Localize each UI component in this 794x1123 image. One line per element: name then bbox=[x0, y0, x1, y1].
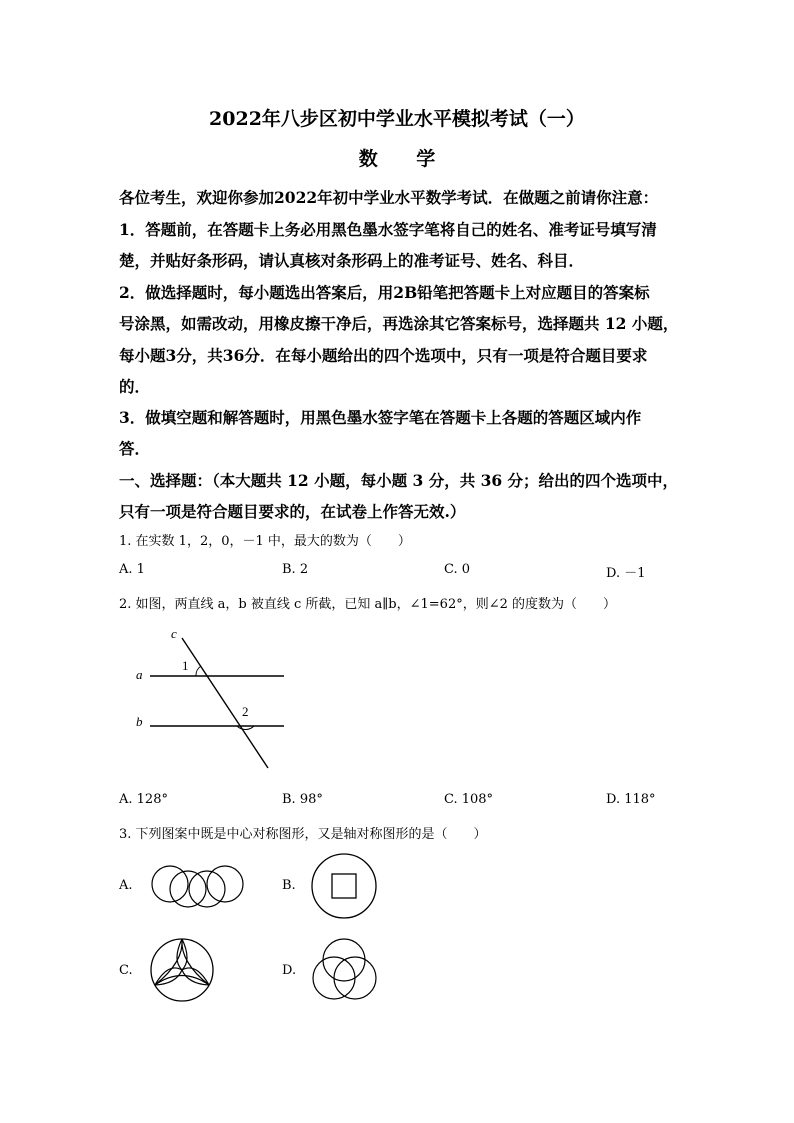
q3-option-d[interactable]: D. bbox=[282, 963, 297, 978]
exam-title: 2022年八步区初中学业水平模拟考试（一） bbox=[209, 108, 585, 130]
notice-line: 每小题3分，共36分．在每小题给出的四个选项中，只有一项是符合题目要求 bbox=[119, 346, 648, 365]
q1-option-a[interactable]: A. 1 bbox=[119, 562, 145, 577]
q2-option-d[interactable]: D. 118° bbox=[606, 792, 656, 807]
q3-option-c[interactable]: C. bbox=[119, 963, 133, 978]
notice-line: 的． bbox=[119, 377, 151, 396]
q3-option-a[interactable]: A. bbox=[119, 878, 133, 893]
notice-line: 答． bbox=[119, 439, 151, 458]
notice-line: 各位考生，欢迎你参加2022年初中学业水平数学考试．在做题之前请你注意： bbox=[119, 188, 659, 207]
section-heading-line: 只有一项是符合题目要求的，在试卷上作答无效.） bbox=[119, 502, 466, 521]
subject-heading: 数 学 bbox=[358, 148, 452, 170]
question-3-stem: 3. 下列图案中既是中心对称图形，又是轴对称图形的是（ ） bbox=[119, 827, 487, 842]
q3-option-b[interactable]: B. bbox=[282, 878, 296, 893]
q1-option-c[interactable]: C. 0 bbox=[444, 562, 471, 577]
q2-option-b[interactable]: B. 98° bbox=[282, 792, 323, 807]
label-angle-1: 1 bbox=[182, 658, 189, 673]
q1-option-b[interactable]: B. 2 bbox=[282, 562, 309, 577]
q2-option-c[interactable]: C. 108° bbox=[444, 792, 494, 807]
notice-line: 3．做填空题和解答题时，用黑色墨水签字笔在答题卡上各题的答题区域内作 bbox=[119, 408, 642, 427]
q1-option-d[interactable]: D. －1 bbox=[606, 566, 646, 581]
section-heading-line: 一、选择题：（本大题共 12 小题，每小题 3 分，共 36 分；给出的四个选项中， bbox=[119, 471, 679, 490]
notice-line: 1．答题前，在答题卡上务必用黑色墨水签字笔将自己的姓名、准考证号填写清 bbox=[119, 220, 657, 239]
label-c: c bbox=[171, 626, 177, 641]
q2-option-a[interactable]: A. 128° bbox=[119, 792, 168, 807]
notice-line: 号涂黑，如需改动，用橡皮擦干净后，再选涂其它答案标号，选择题共 12 小题， bbox=[119, 314, 679, 333]
label-a: a bbox=[136, 667, 143, 682]
label-angle-2: 2 bbox=[242, 704, 249, 719]
notice-line: 楚，并贴好条形码，请认真核对条形码上的准考证号、姓名、科目． bbox=[119, 251, 585, 270]
label-b: b bbox=[136, 714, 143, 729]
question-1-stem: 1. 在实数 1，2，0，－1 中，最大的数为（ ） bbox=[119, 534, 411, 549]
question-2-stem: 2. 如图，两直线 a，b 被直线 c 所截，已知 a∥b，∠1=62°，则∠2 的度数为（ ） bbox=[119, 597, 617, 612]
notice-line: 2．做选择题时，每小题选出答案后，用2B铅笔把答题卡上对应题目的答案标 bbox=[119, 283, 650, 302]
